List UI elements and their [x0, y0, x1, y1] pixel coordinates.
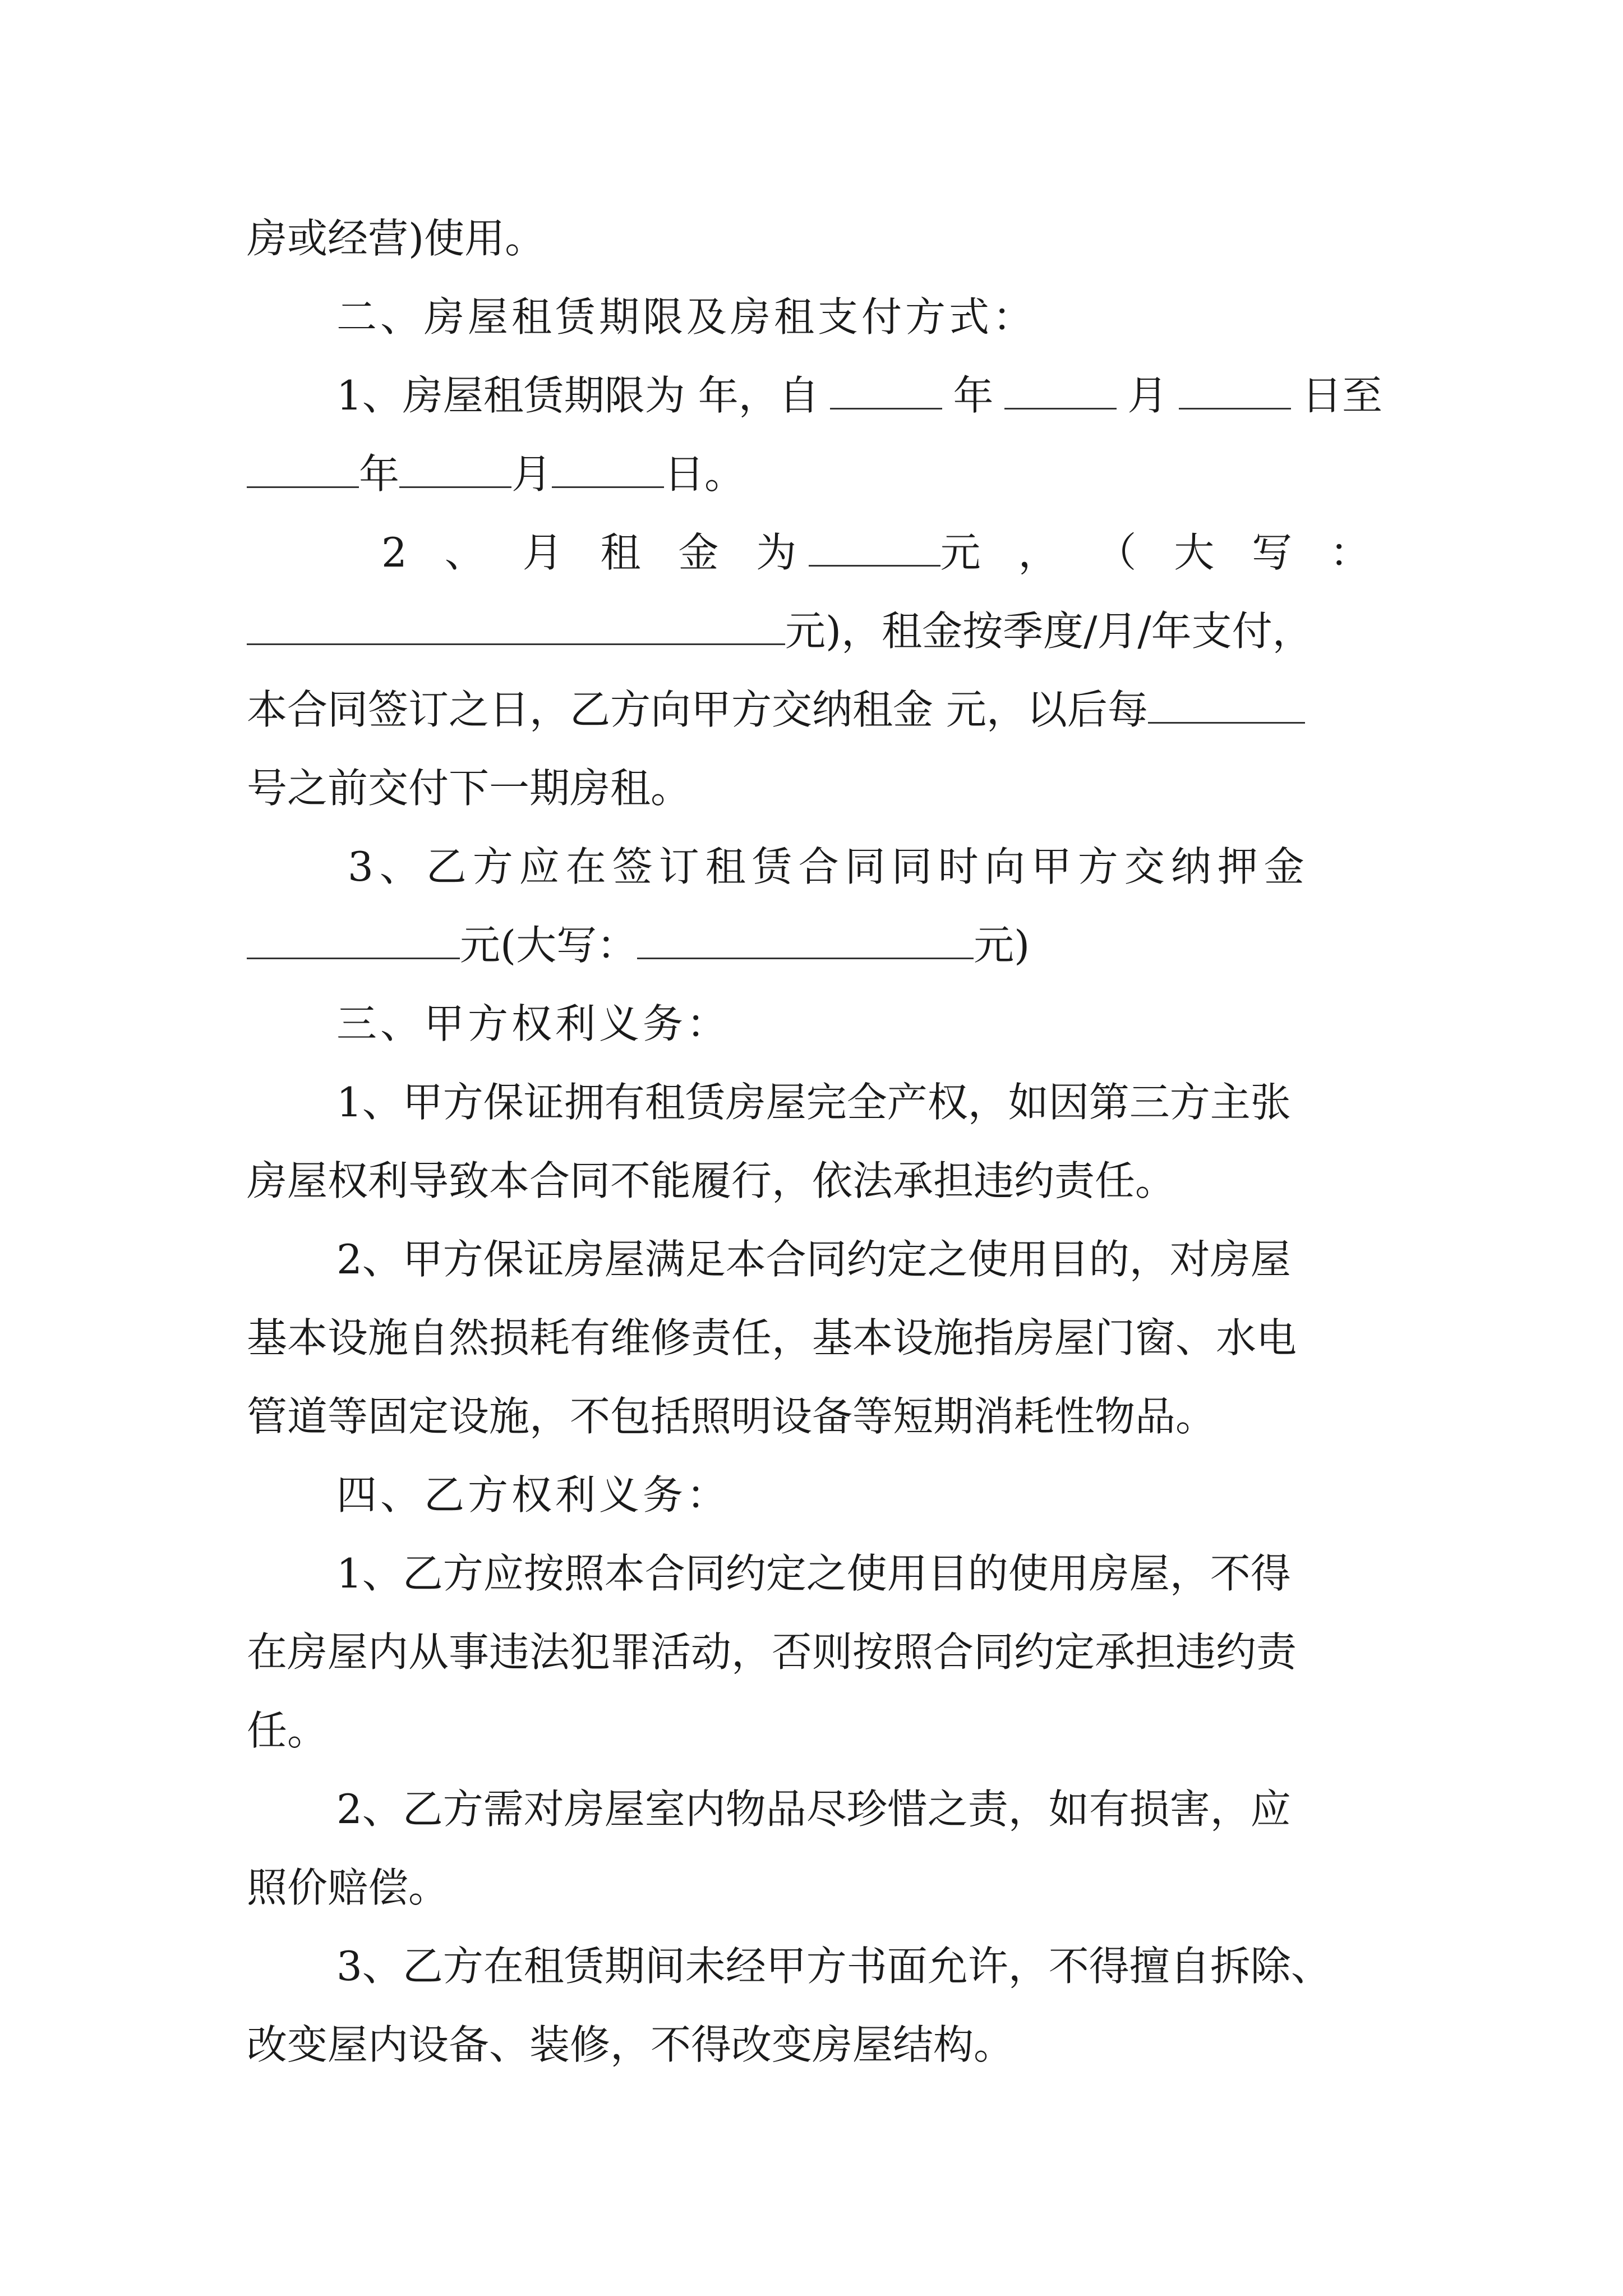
clause-text: 元 ， （ 大 写 ：: [940, 529, 1382, 576]
clause-text: 元): [974, 922, 1030, 969]
clause-text: 月: [1127, 372, 1168, 419]
clause-line: [381, 524, 1382, 581]
clause-text: 日。: [664, 450, 745, 498]
paragraph-line: 房屋权利导致本合同不能履行，依法承担违约责任。: [247, 1157, 1176, 1204]
paragraph-line: 在房屋内从事违法犯罪活动，否则按照合同约定承担违约责: [247, 1628, 1297, 1676]
fill-blank[interactable]: [552, 450, 664, 488]
paragraph-line: 房或经营)使用。: [247, 215, 546, 262]
paragraph-line: 2、甲方保证房屋满足本合同约定之使用目的，对房屋: [336, 1236, 1291, 1283]
paragraph-line: 任。: [247, 1707, 328, 1754]
paragraph-line: 3、乙方应在签订租赁合同同时向甲方交纳押金: [348, 843, 1311, 890]
clause-text: 年: [359, 450, 400, 498]
paragraph-line: 3、乙方在租赁期间未经甲方书面允许，不得擅自拆除、: [336, 1943, 1331, 1990]
fill-blank[interactable]: [809, 528, 940, 567]
clause-text: 1、房屋租赁期限为 年，自: [336, 372, 819, 419]
clause-text: 元(大写：: [460, 922, 638, 969]
section-heading: 二、房屋租赁期限及房租支付方式：: [336, 293, 1037, 341]
clause-line: [247, 682, 1305, 738]
section-heading: 四、乙方权利义务：: [336, 1471, 731, 1519]
fill-blank[interactable]: [1148, 685, 1305, 724]
clause-text: 日至: [1301, 372, 1382, 419]
clause-line: [247, 446, 745, 502]
fill-blank[interactable]: [637, 921, 974, 959]
fill-blank[interactable]: [399, 450, 511, 488]
section-heading: 三、甲方权利义务：: [336, 1000, 731, 1047]
paragraph-line: 1、甲方保证拥有租赁房屋完全产权，如因第三方主张: [336, 1079, 1291, 1126]
paragraph-line: 号之前交付下一期房租。: [247, 765, 691, 812]
clause-text: 2 、 月 租 金 为: [381, 529, 809, 576]
paragraph-line: 管道等固定设施，不包括照明设备等短期消耗性物品。: [247, 1393, 1216, 1440]
clause-text: 元)，租金按季度/月/年支付，: [785, 608, 1313, 655]
paragraph-line: 2、乙方需对房屋室内物品尽珍惜之责，如有损害，应: [336, 1786, 1291, 1833]
clause-text: 本合同签订之日，乙方向甲方交纳租金 元，以后每: [247, 686, 1148, 733]
fill-blank[interactable]: [247, 921, 460, 959]
clause-line: [247, 917, 1030, 973]
paragraph-line: 基本设施自然损耗有维修责任，基本设施指房屋门窗、水电: [247, 1314, 1297, 1361]
fill-blank[interactable]: [247, 607, 785, 645]
clause-line: [247, 603, 1391, 659]
clause-text: 年: [953, 372, 994, 419]
fill-blank[interactable]: [247, 450, 359, 488]
paragraph-line: 改变屋内设备、装修，不得改变房屋结构。: [247, 2021, 1015, 2068]
fill-blank[interactable]: [1179, 371, 1291, 409]
clause-text: 月: [511, 450, 552, 498]
paragraph-line: 1、乙方应按照本合同约定之使用目的使用房屋，不得: [336, 1550, 1291, 1597]
fill-blank[interactable]: [1004, 371, 1117, 409]
fill-blank[interactable]: [830, 371, 942, 409]
clause-line: [336, 367, 1382, 424]
paragraph-line: 照价赔偿。: [247, 1864, 449, 1911]
